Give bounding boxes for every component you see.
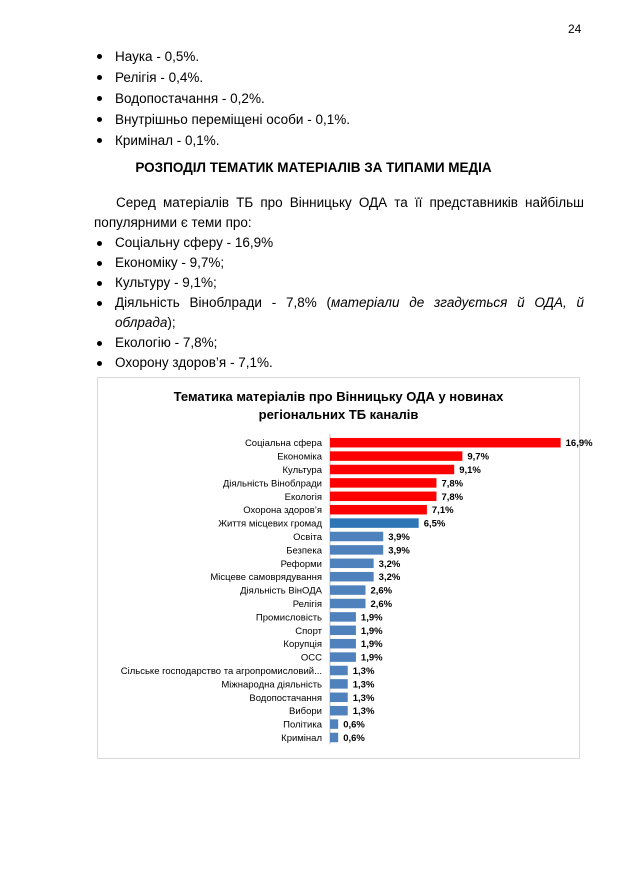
category-label: Соціальна сфера xyxy=(244,438,322,450)
bar xyxy=(330,706,348,716)
category-label: Вибори xyxy=(289,706,322,718)
list-item: Внутрішньо переміщені особи - 0,1%. xyxy=(94,109,350,130)
list-item: Релігія - 0,4%. xyxy=(94,67,350,88)
list-item: Водопостачання - 0,2%. xyxy=(94,88,350,109)
data-label: 3,2% xyxy=(378,558,401,570)
list-item xyxy=(94,253,584,273)
section-title: РОЗПОДІЛ ТЕМАТИК МАТЕРІАЛІВ ЗА ТИПАМИ МЕДІА xyxy=(135,160,492,175)
bar xyxy=(330,639,356,649)
data-label: 1,9% xyxy=(360,625,383,637)
bar xyxy=(330,492,436,502)
category-label: Кримінал xyxy=(281,733,322,744)
note-paren-open: ( xyxy=(316,295,332,310)
intro-line: Серед матеріалів ТБ про Вінницьку ОДА та її представників найбільш xyxy=(116,195,584,210)
category-label: Екологія xyxy=(284,491,322,503)
bar xyxy=(330,585,365,595)
data-label: 1,9% xyxy=(360,612,383,624)
list-item-text: Діяльність Віноблради - 7,8% xyxy=(115,295,317,310)
bar xyxy=(330,733,338,743)
category-label: Безпека xyxy=(286,545,322,557)
data-label: 7,1% xyxy=(431,505,454,517)
category-label: Життя місцевих громад xyxy=(218,518,322,530)
category-label: Освіта xyxy=(293,532,322,543)
data-label: 0,6% xyxy=(343,733,365,744)
list-item-text: Екологію - 7,8%; xyxy=(115,335,218,350)
category-label: Спорт xyxy=(295,625,322,637)
data-label: 2,6% xyxy=(370,599,393,610)
category-label: Культура xyxy=(282,465,322,476)
bar-chart xyxy=(98,378,593,758)
data-label: 7,8% xyxy=(441,478,464,490)
bar xyxy=(330,559,374,569)
bar xyxy=(330,693,348,703)
note-paren-close: ); xyxy=(167,315,176,330)
bar xyxy=(330,599,365,609)
list-item: Кримінал - 0,1%. xyxy=(94,130,350,151)
bar xyxy=(330,572,374,582)
data-label: 1,9% xyxy=(360,639,383,651)
list-item-text: Культуру - 9,1%; xyxy=(115,275,217,290)
bar xyxy=(330,652,356,662)
chart-title-line: Тематика матеріалів про Вінницьку ОДА у новинах xyxy=(173,389,504,404)
data-label: 3,2% xyxy=(378,572,401,584)
bar xyxy=(330,505,427,515)
list-item xyxy=(94,273,584,293)
list-item-text: Охорону здоров’я - 7,1%. xyxy=(115,355,273,370)
bar xyxy=(330,478,436,488)
bar xyxy=(330,719,338,729)
top-bullet-list xyxy=(94,46,350,151)
data-label: 1,9% xyxy=(360,652,383,664)
data-label: 1,3% xyxy=(352,692,375,704)
category-label: ОСС xyxy=(300,652,322,664)
list-item xyxy=(94,353,584,373)
intro-paragraph xyxy=(94,193,584,233)
page-number: 24 xyxy=(568,22,582,36)
list-item-text: Соціальну сферу - 16,9% xyxy=(115,235,274,250)
data-label: 7,8% xyxy=(441,491,464,503)
category-label: Економіка xyxy=(277,451,322,463)
bar xyxy=(330,626,356,636)
list-item xyxy=(94,233,584,253)
bar xyxy=(330,666,348,676)
bar xyxy=(330,451,462,461)
category-label: Місцеве самоврядування xyxy=(210,572,322,584)
list-item-note: матеріали де згадується й ОДА, й облрада xyxy=(115,295,584,330)
topics-bullet-list xyxy=(94,233,584,373)
category-label: Політика xyxy=(283,719,322,731)
data-label: 3,9% xyxy=(388,545,410,557)
list-item: Наука - 0,5%. xyxy=(94,46,350,67)
category-label: Діяльність Віноблради xyxy=(222,478,322,490)
bar xyxy=(330,465,454,475)
data-label: 9,7% xyxy=(467,451,490,463)
data-label: 3,9% xyxy=(388,532,410,543)
list-item xyxy=(94,293,584,333)
category-label: Міжнародна діяльність xyxy=(221,679,322,691)
data-label: 1,3% xyxy=(352,666,375,677)
category-label: Релігія xyxy=(292,599,322,610)
data-label: 2,6% xyxy=(370,585,393,597)
category-label: Реформи xyxy=(280,558,322,570)
data-label: 16,9% xyxy=(565,438,593,450)
category-label: Корупція xyxy=(283,639,322,651)
bar xyxy=(330,612,356,622)
data-label: 6,5% xyxy=(423,518,446,530)
data-label: 9,1% xyxy=(459,465,481,476)
bar xyxy=(330,518,419,528)
list-item xyxy=(94,333,584,353)
intro-line: популярними є теми про: xyxy=(94,215,252,230)
category-label: Охорона здоров’я xyxy=(243,505,322,517)
bar xyxy=(330,532,383,542)
data-label: 0,6% xyxy=(343,719,365,731)
list-item-text: Економіку - 9,7%; xyxy=(115,255,225,270)
bar xyxy=(330,545,383,555)
data-label: 1,3% xyxy=(352,706,375,718)
chart-title-line: регіональних ТБ каналів xyxy=(258,407,419,422)
category-label: Водопостачання xyxy=(249,692,322,704)
data-label: 1,3% xyxy=(352,679,375,691)
bar xyxy=(330,679,348,689)
bar xyxy=(330,438,561,448)
category-label: Промисловість xyxy=(255,612,322,624)
chart-frame xyxy=(97,377,593,759)
category-label: Діяльність ВінОДА xyxy=(240,585,322,597)
category-label: Сільське господарство та агропромисловий... xyxy=(120,666,322,677)
